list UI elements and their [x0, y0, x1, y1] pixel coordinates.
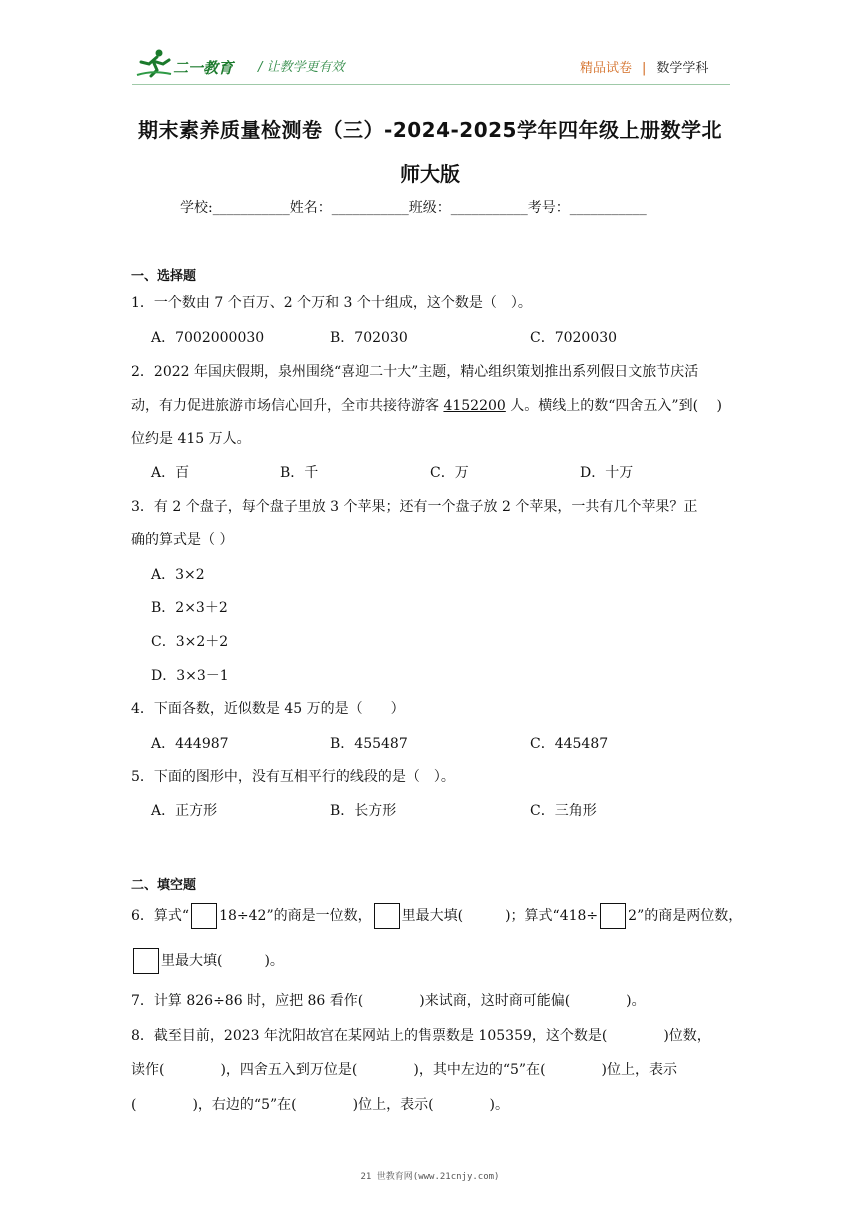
tag-subject: 数学学科 [656, 61, 709, 76]
brand-logo [135, 48, 247, 82]
q1-option-c: C．7020030 [530, 330, 618, 346]
q4-option-b: B．455487 [330, 736, 408, 752]
q8-line2: 读作( )，四舍五入到万位是( )，其中左边的“5”在( )位上，表示 [131, 1062, 677, 1078]
slogan: / 让教学更有效 [258, 60, 345, 75]
q6-blank-box-3[interactable] [600, 903, 626, 929]
tag-separator: | [642, 61, 647, 76]
q1-option-a: A．7002000030 [151, 330, 265, 346]
q6-part4: 2”的商是两位数， [628, 908, 743, 924]
q2-option-c: C．万 [430, 465, 469, 481]
q5-option-b: B．长方形 [330, 803, 397, 819]
q6-line1 [131, 903, 742, 929]
q2-option-d: D．十万 [580, 465, 634, 481]
q2-underlined-number: 4152200 [443, 398, 506, 414]
q3-line2: 确的算式是（ ） [131, 532, 234, 548]
q4-option-c: C．445487 [530, 736, 609, 752]
q5-stem: 5．下面的图形中，没有互相平行的线段的是（ ）。 [131, 769, 455, 785]
header-divider [132, 84, 730, 85]
section-heading-choice: 一、选择题 [131, 269, 197, 284]
q3-option-b: B．2×3＋2 [151, 600, 228, 616]
q5-option-a: A．正方形 [151, 803, 218, 819]
q2-line2 [131, 395, 722, 415]
q2-line3: 位约是 415 万人。 [131, 431, 251, 447]
q1-option-b: B．702030 [330, 330, 408, 346]
q6-line2 [131, 948, 284, 974]
q2-line2-post: 人。横线上的数“四舍五入”到( ) [505, 398, 722, 414]
q7-text: 7．计算 826÷86 时，应把 86 看作( )来试商，这时商可能偏( )。 [131, 993, 646, 1009]
q2-line1: 2．2022 年国庆假期，泉州围绕“喜迎二十大”主题，精心组织策划推出系列假日文旅节庆活 [131, 364, 699, 380]
q6-blank-box-4[interactable] [133, 948, 159, 974]
q2-option-b: B．千 [280, 465, 319, 481]
runner-logo-icon [135, 48, 173, 78]
q2-option-a: A．百 [151, 465, 190, 481]
page-title-line1: 期末素养质量检测卷（三）-2024-2025学年四年级上册数学北 [138, 118, 722, 142]
q6-blank-box-2[interactable] [374, 903, 400, 929]
section-heading-fill: 二、填空题 [131, 878, 197, 893]
q6-part3: 里最大填( )；算式“418÷ [401, 908, 599, 924]
q6-part1: 6．算式“ [131, 908, 190, 924]
page-title-line2: 师大版 [400, 162, 460, 186]
q6-part5: 里最大填( )。 [161, 953, 284, 969]
q3-line1: 3．有 2 个盘子，每个盘子里放 3 个苹果；还有一个盘子放 2 个苹果，一共有几个苹果？正 [131, 499, 698, 515]
brand-name: 二一教育 [173, 59, 234, 77]
q8-line3: ( )，右边的“5”在( )位上，表示( )。 [131, 1097, 509, 1113]
q3-option-c: C．3×2＋2 [151, 634, 229, 650]
header-tags [580, 57, 708, 76]
q8-line1: 8．截至目前，2023 年沈阳故宫在某网站上的售票数是 105359，这个数是( )位数， [131, 1028, 711, 1044]
q2-line2-pre: 动，有力促进旅游市场信心回升，全市共接待游客 [131, 398, 444, 414]
q1-stem: 1．一个数由 7 个百万、2 个万和 3 个十组成，这个数是（ ）。 [131, 295, 532, 311]
q4-stem: 4．下面各数，近似数是 45 万的是（ ） [131, 701, 405, 717]
q3-option-d: D．3×3－1 [151, 668, 229, 684]
tag-premium: 精品试卷 [580, 61, 633, 76]
q6-blank-box-1[interactable] [191, 903, 217, 929]
q5-option-c: C．三角形 [530, 803, 597, 819]
page-footer: 21 世教育网(www.21cnjy.com) [360, 1172, 500, 1182]
q3-option-a: A．3×2 [151, 567, 205, 583]
q6-part2: 18÷42”的商是一位数， [219, 908, 372, 924]
student-info-line: 学校:___________姓名：___________班级：___________考号：___________ [180, 200, 647, 216]
q4-option-a: A．444987 [151, 736, 229, 752]
